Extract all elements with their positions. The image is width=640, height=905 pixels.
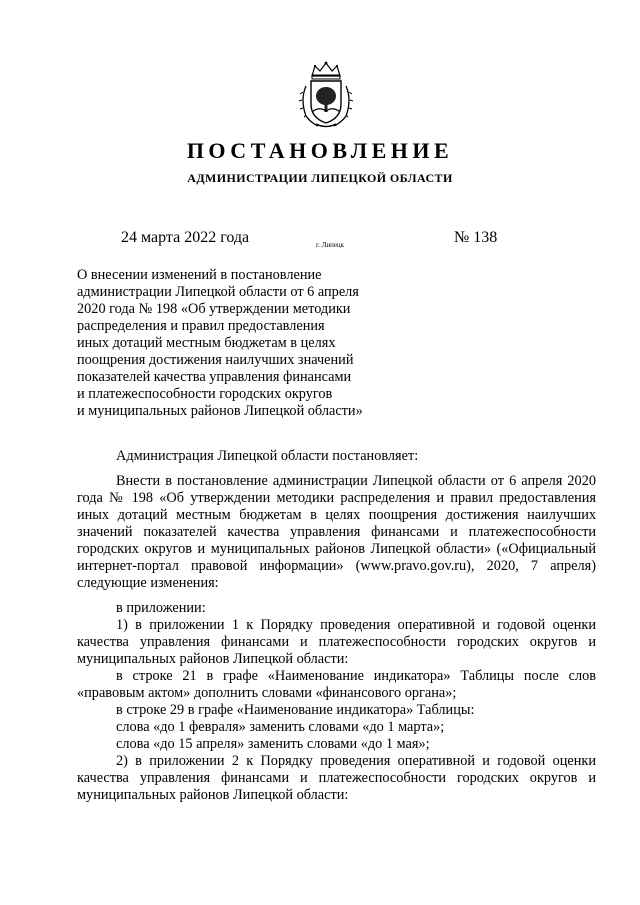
subject-line: поощрения достижения наилучших значений: [77, 352, 354, 368]
body-paragraph: слова «до 15 апреля» заменить словами «до 1 мая»;: [116, 736, 430, 752]
body-intro-paragraph: Администрация Липецкой области постановляет:: [116, 448, 419, 464]
document-city: г. Липецк: [316, 241, 345, 249]
document-number: № 138: [454, 229, 498, 246]
body-paragraph: в строке 29 в графе «Наименование индикатора» Таблицы:: [116, 702, 475, 718]
body-paragraph: слова «до 1 февраля» заменить словами «до 1 марта»;: [116, 719, 445, 735]
body-main-paragraph: Внести в постановление администрации Липецкой области от 6 апреля 2020 года № 198 «Об утверждении методики распределения и правил предоставления иных дотаций местным бюджетам в целях поощрения достижения наилучших значений показателей качества управления финансами и платежеспособности городских округов и муниципальных районов Липецкой области» («Официальный интернет-портал правовой информации» (www.pravo.gov.ru), 2020, 7 апреля) следующие изменения:: [77, 473, 596, 591]
document-date: 24 марта 2022 года: [121, 229, 250, 246]
document-title: ПОСТАНОВЛЕНИЕ: [186, 138, 454, 163]
subject-line: иных дотаций местным бюджетам в целях: [77, 335, 336, 351]
subject-line: и платежеспособности городских округов: [77, 386, 333, 402]
body-paragraph: в приложении:: [116, 600, 206, 616]
subject-line: показателей качества управления финансами: [77, 369, 352, 385]
document-subject: [77, 267, 407, 420]
body-paragraph: в строке 21 в графе «Наименование индикатора» Таблицы после слов «правовым актом» дополнить словами «финансового органа»;: [77, 668, 596, 701]
coat-of-arms-icon: [296, 60, 356, 130]
body-paragraph: 2) в приложении 2 к Порядку проведения оперативной и годовой оценки качества управления финансами и платежеспособности городских округов и муниципальных районов Липецкой области:: [77, 753, 596, 803]
document-subtitle: АДМИНИСТРАЦИИ ЛИПЕЦКОЙ ОБЛАСТИ: [187, 171, 453, 185]
document-body: [77, 448, 596, 804]
body-paragraph: 1) в приложении 1 к Порядку проведения оперативной и годовой оценки качества управления финансами и платежеспособности городских округов и муниципальных районов Липецкой области:: [77, 617, 596, 667]
subject-line: распределения и правил предоставления: [77, 318, 325, 334]
subject-line: О внесении изменений в постановление: [77, 267, 322, 283]
subject-line: 2020 года № 198 «Об утверждении методики: [77, 301, 351, 317]
subject-line: администрации Липецкой области от 6 апреля: [77, 284, 359, 300]
subject-line: и муниципальных районов Липецкой области»: [77, 403, 363, 419]
